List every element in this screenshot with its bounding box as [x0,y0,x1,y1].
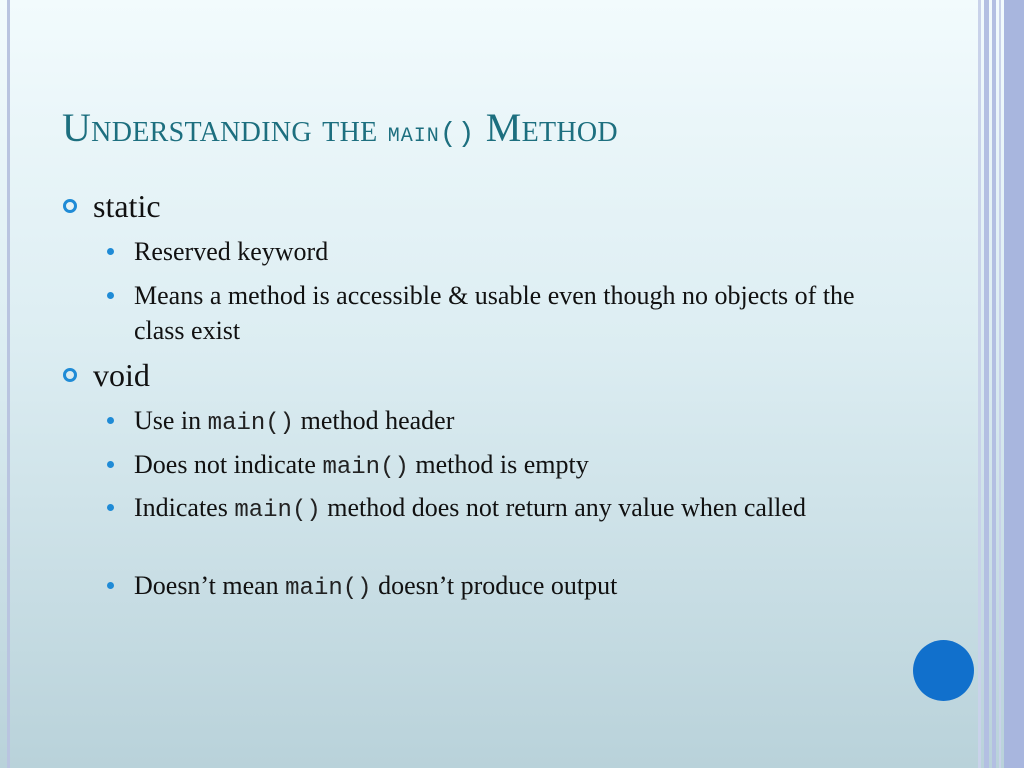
sub-bullet-before: Doesn’t mean [134,571,286,600]
bullet-label: static [93,188,161,224]
sub-bullet-before: Use in [134,406,208,435]
title-code: main() [387,119,476,150]
title-prefix: Understanding the [62,105,388,150]
sub-bullet [134,447,874,485]
sub-bullet-after: method is empty [408,450,589,479]
dot-bullet-icon [107,461,114,468]
sub-bullet [134,403,874,441]
sub-bullet [134,568,874,606]
title-suffix: Method [475,105,618,150]
dot-bullet-icon [107,248,114,255]
bullet-void [93,357,150,394]
dot-bullet-icon [107,504,114,511]
ring-bullet-icon [63,368,77,382]
sub-bullet-code: main() [285,575,372,602]
ring-bullet-icon [63,199,77,213]
slide-circle-button[interactable] [913,640,974,701]
sub-bullet [134,278,859,348]
sub-bullet-after: doesn’t produce output [371,571,618,600]
dot-bullet-icon [107,292,114,299]
sub-bullet-text: Reserved keyword [134,237,329,266]
sub-bullet-after: method header [294,406,455,435]
sub-bullet-code: main() [322,454,409,481]
sub-bullet-before: Does not indicate [134,450,323,479]
sub-bullet-code: main() [207,410,295,437]
sub-bullet-text: Means a method is accessible & usable even though no objects of the class exist [134,281,855,345]
sub-bullet-before: Indicates [134,493,235,522]
sub-bullet [134,490,874,528]
sub-bullet-code: main() [234,497,321,524]
bullet-label: void [93,357,150,393]
dot-bullet-icon [107,417,114,424]
bullet-static [93,188,161,225]
dot-bullet-icon [107,582,114,589]
sub-bullet-after: method does not return any value when called [320,493,806,522]
sub-bullet [134,234,874,269]
